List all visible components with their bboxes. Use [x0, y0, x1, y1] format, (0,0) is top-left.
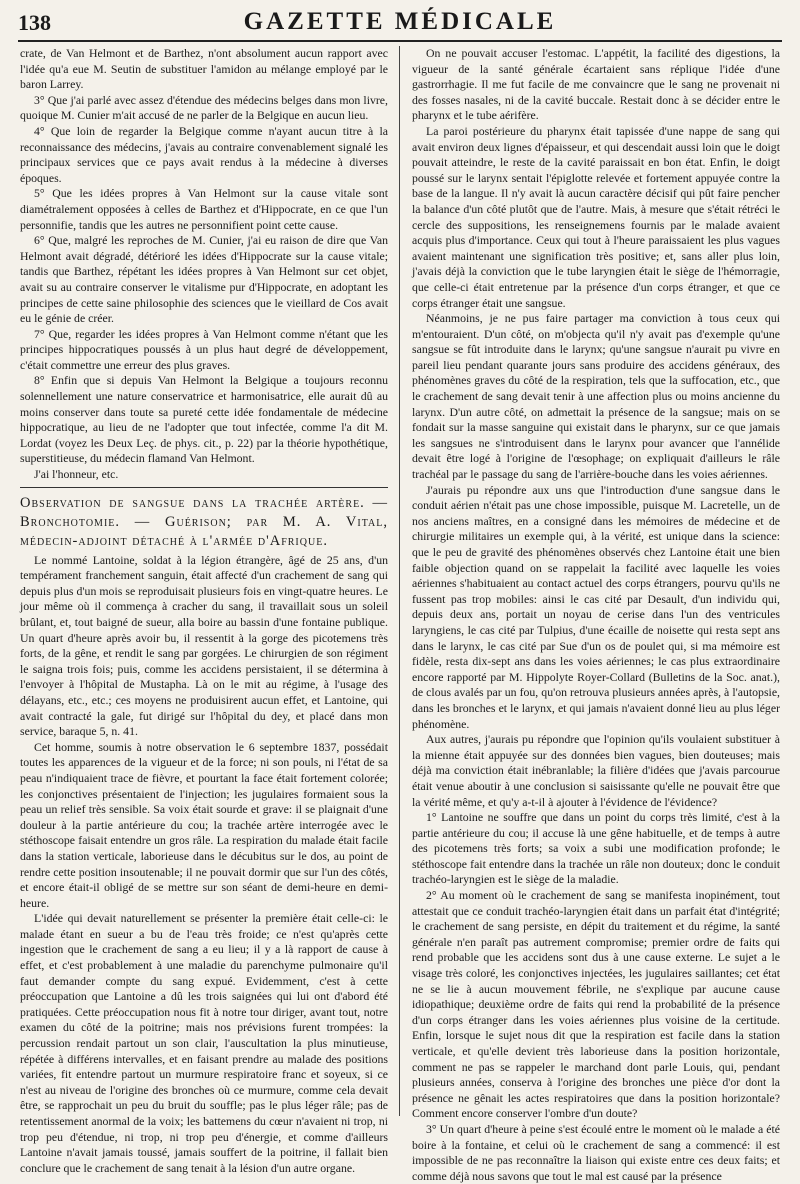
- observation-heading-line-2: Bronchotomie. — Guérison; par M. A. Vital, médecin-adjoint détaché à l'armée d'Afrique.: [20, 513, 388, 549]
- paragraph-point-7: 7° Que, regarder les idées propres à Van Helmont comme n'étant que les principes hippocratiques poussés à un plus haut degré de développement, c'était commettre une erreur des plus graves.: [20, 326, 388, 372]
- case-paragraph-2: Cet homme, soumis à notre observation le 6 septembre 1837, possédait toutes les apparences de la vigueur et de la force; ni son pouls, ni l'état de sa peau n'indiquaient trace de fièvre, et pourtant la face était fortement colorée; les conjonctives présentaient de l'injection; les jugulaires formaient sous la peau un relief très sensible. Sa voix était sourde et grave: il se plaignait d'une douleur à la partie antérieure du cou; la trachée artère interrogée avec le stéthoscope faisait entendre un gros râle. La respiration du malade était facile dans la station verticale, laborieuse dans le décubitus sur le dos, au point de rendre cette position insoutenable; il ne pouvait dormir que sur l'un des côtés, et encore était-il obligé de se mettre sur son séant de demi-heure en demi-heure.: [20, 739, 388, 910]
- paragraph-point-5: 5° Que les idées propres à Van Helmont sur la cause vitale sont diamétralement opposées à celles de Barthez et d'Hippocrate, en ce que l'un personnifie, tandis que les autres ne personnifient point cette cause.: [20, 186, 388, 232]
- right-paragraph-5: Aux autres, j'aurais pu répondre que l'opinion qu'ils voulaient substituer à la mienne était appuyée sur des données bien vagues, bien douteuses; mais déjà ma conviction était inébranlable; la filière d'idées que j'avais parcourue était venue aboutir à une conclusion si saisissante qu'elle ne pouvait être que la vérité même, et qu'y a-t-il à ajouter à l'évidence de l'évidence?: [412, 732, 780, 809]
- left-column: [20, 46, 388, 1175]
- right-paragraph-3: Néanmoins, je ne pus faire partager ma conviction à tous ceux qui m'entouraient. D'un côté, on m'objecta qu'il n'y avait pas d'exemple qu'une sangsue se fût introduite dans le larynx; qu'une sangsue n'aurait pu vivre en pareil lieu pendant quarante jours sans produire des accidens généraux, des phénomènes graves du côté de la respiration, tels que la suffocation, etc., que le crachement de sang devait tenir à une affection plus ou moins ancienne du larynx. D'un autre côté, on admettait la présence de la sangsue; mais on se fondait sur la masse sanguine qui existait dans le pharynx, sur ce que jamais les sangsues ne s'introduisent dans le larynx pour avancer que l'annélide devait être logé à l'origine de l'œsophage; on expliquait d'ailleurs le râle trachéal par le passage du sang de l'arrière-bouche dans les voies aériennes.: [412, 311, 780, 482]
- paragraph-point-8: 8° Enfin que si depuis Van Helmont la Belgique a toujours reconnu solennellement une nature conservatrice et harmonisatrice, elle aurait dû au moins conserver dans toute sa pureté cette idée fondamentale de médecine hippocratique, au lieu de ne l'adopter que tout infectée, comme l'a dit M. Lordat (voyez les Deux Leç. de phys. cit., p. 22) par la théorie hypothétique, superstitieuse, du médecin flamand Van Helmont.: [20, 373, 388, 466]
- paragraph-point-4: 4° Que loin de regarder la Belgique comme n'ayant aucun titre à la reconnaissance des médecins, j'avais au contraire convenablement signalé les principaux services que ce pays avait rendus à la médecine à diverses époques.: [20, 123, 388, 185]
- case-paragraph-3: L'idée qui devait naturellement se présenter la première était celle-ci: le malade étant en sueur a bu de l'eau très froide; ce n'est qu'après cette ingestion que le crachement de sang a eu lieu; il y a là rapport de cause à effet, et c'est probablement à une maladie du parenchyme pulmonaire qu'il faut demander compte du sang expué. Evidemment, c'est à cette préoccupation que Lantoine a dû les trois saignées qui lui ont d'abord été pratiquées. Cette préoccupation nous fit à notre tour diriger, avant tout, notre examen du côté de la poitrine; mais nos prévisions furent trompées: la percussion rendait partout un son clair, l'auscultation la plus minutieuse, répétée à différens intervalles, et en faisant prendre au malade des positions variées, fit entendre partout un murmure respiratoire franc et soyeux, si ce n'est au niveau de l'origine des bronches où ce murmure, comme cela devait être, se rapprochait un peu du bruit du souffle; pas le plus léger râle; pas de retentissement anormal de la voix; les battemens du cœur n'avaient ni trop, ni trop peu d'étendue, ni trop, ni trop peu d'énergie, et comme d'ailleurs Lantoine n'avait jamais toussé, jamais souffert de la poitrine, il fallait bien conclure que le crachement de sang tenait à la lésion d'un autre organe.: [20, 911, 388, 1175]
- running-title: GAZETTE MÉDICALE: [243, 8, 557, 35]
- page-number: 138: [18, 10, 51, 35]
- signoff: J'ai l'honneur, etc.: [34, 467, 119, 482]
- observation-heading-line-1: Observation de sangsue dans la trachée artère. —: [20, 494, 388, 511]
- paragraph-continuation: crate, de Van Helmont et de Barthez, n'ont absolument aucun rapport avec l'idée qu'a eue M. Seutin de substituer l'amidon au mélange employé par le baron Larrey.: [20, 46, 388, 92]
- right-paragraph-2: La paroi postérieure du pharynx était tapissée d'une nappe de sang qui avait environ deux lignes d'épaisseur, et qui descendait aussi loin que le doigt pouvait atteindre, le reste de la cavité paraissait en bon état. Enfin, le doigt poussé sur le larynx sentait l'épiglotte relevée et fortement appuyée contre la base de la langue. Il n'y avait là aucun caractère décisif qui pût faire pencher la balance d'un côté plutôt que de l'autre. Mais, à mesure que s'était rétréci le cercle des suppositions, les renseignemens fournis par le malade avaient acquis plus d'importance. Ceux qui tout à l'heure paraissaient les plus vagues avaient maintenant une signification très positive; et, sans aller plus loin, j'avais déjà la conviction que le tube laryngien était le siège de l'hémorragie, que celle-ci était entretenue par la présence d'un corps étranger, et que ce corps étranger était une sangsue.: [412, 123, 780, 310]
- observation-heading: [20, 494, 388, 551]
- right-paragraph-1: On ne pouvait accuser l'estomac. L'appétit, la facilité des digestions, la vigueur de la santé générale écartaient sans réplique l'idée d'une gastrorrhagie. Il me fut facile de me convaincre que le sang ne provenait ni des fosses nasales, ni de la cavité buccale. Restait donc à se décider entre le pharynx et le tube aérifère.: [412, 46, 780, 123]
- right-paragraph-8: 3° Un quart d'heure à peine s'est écoulé entre le moment où le malade a été boire à la fontaine, et celui où le crachement de sang a commencé: il est impossible de ne pas reconnaître la liaison qui existe entre ces deux faits; et comme déjà nous savons que tout le mal est causé par la présence: [412, 1121, 780, 1183]
- column-divider: [399, 46, 400, 1116]
- paragraph-point-6: 6° Que, malgré les reproches de M. Cunier, j'ai eu raison de dire que Van Helmont avait dégradé, détérioré les idées d'Hippocrate sur la cause vitale; tandis que Barthez, répétant les idées propres à Van Helmont sur cet objet, avait su au contraire conserver le vitalisme pur d'Hippocrate, en adoptant les principes de cette saine philosophie des sciences que le vieillard de Cos avait eu le génie de créer.: [20, 233, 388, 326]
- right-paragraph-4: J'aurais pu répondre aux uns que l'introduction d'une sangsue dans le conduit aérien n'était pas une chose impossible, puisque M. Lacretelle, un de nos anciens maîtres, en a consigné dans les mémoires de médecine et de chirurgie militaires un exemple qui, à la vérité, est unique dans la science: que le peu de gravité des phénomènes observés chez Lantoine était une bien faible objection quand on se rappelait la facilité avec laquelle les voies aériennes s'habituaient au contact actuel des corps étrangers, pourvu qu'ils ne fussent pas trop mobiles: ainsi le cas cité par Desault, d'un individu qui, depuis deux ans, portait un noyau de cerise dans l'un des ventricules laryngiens, le cas cité par Tulpius, d'une écaille de noisette qui resta sept ans dans le larynx, le cas cité par Sue d'un os de poulet qui, si ma mémoire est fidèle, resta dix-sept ans dans les voies aériennes; le cas plus extraordinaire encore rapporté par M. Hippolyte Royer-Collard (Bulletins de la Soc. anat.), de clous avalés par un fou, qu'on retrouva plusieurs années après, à l'autopsie, dans les bronches et le larynx, et qui jamais n'avaient donné lieu au plus léger phénomène.: [412, 482, 780, 731]
- right-paragraph-6: 1° Lantoine ne souffre que dans un point du corps très limité, c'est à la partie antérieure du cou; il accuse là une gêne habituelle, et de temps à autre des picotemens très forts; sa voix a subi une modification profonde; le stéthoscope fait entendre dans la trachée un râle non douteux; donc le conduit trachéo-laryngien est le siège de la maladie.: [412, 810, 780, 887]
- case-paragraph-1: Le nommé Lantoine, soldat à la légion étrangère, âgé de 25 ans, d'un tempérament franchement sanguin, était affecté d'un crachement de sang qui depuis plus d'un mois se reproduisait plusieurs fois en vingt-quatre heures. Le jour même où il commença à cracher du sang, il travaillait sous un soleil brûlant, et, tout baigné de sueur, alla boire au bassin d'une fontaine publique. Un quart d'heure après avoir bu, il ressentit à la gorge des picotemens très forts, de la gêne, et rendit le sang par gorgées. Le chirurgien de son régiment le saigna trois fois; puis, comme les accidens persistaient, il se détermina à l'envoyer à l'hôpital de Mustapha. Là on le mit au régime, à l'usage des délayans, etc., etc.; ces moyens ne produisirent aucun effet, et Lantoine, qui avait contracté la gale, fut dirigé sur l'hôpital du dey, et placé dans mon service, baraque 5, n. 41.: [20, 552, 388, 739]
- right-paragraph-7: 2° Au moment où le crachement de sang se manifesta inopinément, tout attestait que ce conduit trachéo-laryngien était dans un parfait état d'intégrité; le crachement de sang persiste, en dépit du traitement et du régime, la santé générale n'en paraît pas autrement compromise; premier ordre de faits qui rend probable que les accidens sont dus à une cause externe. Le sujet a le visage très coloré, les conjonctives injectées, les jugulaires saillantes; cet état ne se lie à aucun mouvement fébrile, ne s'explique par aucune cause idiopathique; deuxième ordre de faits qui rend la probabilité de la présence d'un corps étranger dans les voies aériennes plus voisine de la certitude. Enfin, lorsque le sujet nous dit que la respiration est facile dans la station verticale, et qu'elle devient très laborieuse dans la position horizontale, comment ne pas se rappeler le marchand dont parle Louis, qui, pendant plusieurs années, conserva à l'origine des bronches une pièce d'or dont la présence ne gênait les actes respiratoires que dans la position horizontale? Comment encore conserver l'ombre d'un doute?: [412, 888, 780, 1121]
- header-rule: [18, 40, 782, 42]
- paragraph-point-3: 3° Que j'ai parlé avec assez d'étendue des médecins belges dans mon livre, quoique M. Cunier m'ait accusé de ne parler de la Belgique en aucun lieu.: [20, 92, 388, 123]
- right-column: [412, 46, 780, 1183]
- section-divider: [20, 487, 388, 488]
- page-header: [18, 6, 782, 36]
